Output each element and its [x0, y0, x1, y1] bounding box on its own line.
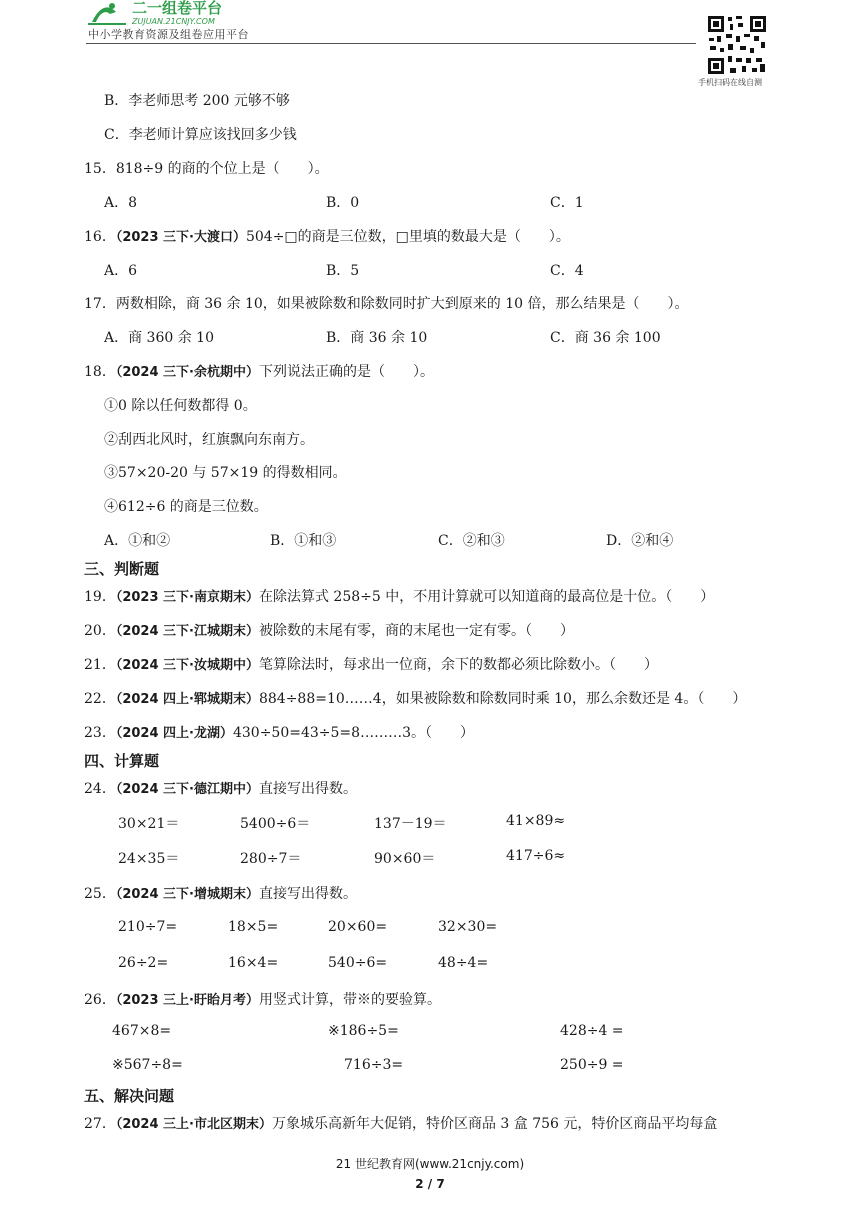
q25-stem: 25．（2024 三下·增城期末）直接写出得数。: [84, 886, 357, 902]
q25-item: 26÷2=: [118, 955, 169, 971]
qr-code-icon: [706, 14, 768, 76]
q21-stem: 21．（2024 三下·汝城期中）笔算除法时，每求出一位商，余下的数都必须比除数小。（ ）: [84, 657, 658, 673]
q16-option-b: B．5: [326, 263, 360, 279]
q16-stem: 16．（2023 三下·大渡口）504÷□的商是三位数，□里填的数最大是（ ）。: [84, 229, 570, 245]
q25-item: 16×4=: [228, 955, 279, 971]
q17-option-c: C．商 36 余 100: [550, 330, 661, 346]
section-heading-judgment: 三、判断题: [84, 560, 160, 578]
q14-option-b: B．李老师思考 200 元够不够: [104, 93, 290, 109]
q25-item: 18×5=: [228, 919, 279, 935]
logo-text: 二一组卷平台: [132, 0, 223, 17]
q24-item: 137－19＝: [374, 816, 447, 832]
header-divider: [86, 43, 696, 44]
section-heading-calculation: 四、计算题: [84, 752, 160, 770]
q27-stem: 27．（2024 三上·市北区期末）万象城乐高新年大促销，特价区商品 3 盒 756 元，特价区商品平均每盒: [84, 1116, 718, 1132]
q26-item: 250÷9 =: [560, 1057, 624, 1073]
q24-item: 41×89≈: [506, 813, 566, 829]
q26-item: 428÷4 =: [560, 1023, 624, 1039]
platform-logo: [86, 0, 276, 26]
page-number: 2 / 7: [415, 1177, 445, 1191]
q18-statement-1: ①0 除以任何数都得 0。: [104, 398, 257, 414]
q24-item: 417÷6≈: [506, 848, 566, 864]
q24-stem: 24．（2024 三下·德江期中）直接写出得数。: [84, 781, 357, 797]
qr-caption: 手机扫码在线自测: [698, 78, 762, 87]
q19-stem: 19．（2023 三下·南京期末）在除法算式 258÷5 中，不用计算就可以知道商的最高位是十位。（ ）: [84, 589, 715, 605]
q20-stem: 20．（2024 三下·江城期末）被除数的末尾有零，商的末尾也一定有零。（ ）: [84, 623, 574, 639]
q25-item: 48÷4=: [438, 955, 489, 971]
q26-stem: 26．（2023 三上·盱眙月考）用竖式计算，带※的要验算。: [84, 992, 441, 1008]
q24-item: 24×35＝: [118, 851, 180, 867]
q14-option-c: C．李老师计算应该找回多少钱: [104, 127, 297, 143]
q18-statement-4: ④612÷6 的商是三位数。: [104, 499, 268, 515]
q26-item: ※567÷8=: [112, 1057, 183, 1073]
q18-option-c: C．②和③: [438, 533, 505, 549]
q25-item: 20×60=: [328, 919, 388, 935]
q18-option-a: A．①和②: [104, 533, 171, 549]
q15-option-b: B．0: [326, 195, 360, 211]
q17-option-b: B．商 36 余 10: [326, 330, 428, 346]
q26-item: 467×8=: [112, 1023, 172, 1039]
footer-site: 21 世纪教育网(www.21cnjy.com): [335, 1157, 525, 1171]
q17-option-a: A．商 360 余 10: [104, 330, 214, 346]
q15-stem: 15．818÷9 的商的个位上是（ ）。: [84, 161, 329, 177]
q25-item: 210÷7=: [118, 919, 178, 935]
q15-option-a: A．8: [104, 195, 138, 211]
q15-option-c: C．1: [550, 195, 584, 211]
q25-item: 32×30=: [438, 919, 498, 935]
q24-item: 30×21＝: [118, 816, 180, 832]
q17-stem: 17．两数相除，商 36 余 10，如果被除数和除数同时扩大到原来的 10 倍，那么结果是（ ）。: [84, 296, 689, 312]
q18-option-b: B．①和③: [270, 533, 337, 549]
q16-option-a: A．6: [104, 263, 138, 279]
logo-url: ZUJUAN.21CNJY.COM: [132, 17, 215, 26]
q25-item: 540÷6=: [328, 955, 388, 971]
q24-item: 280÷7＝: [240, 851, 302, 867]
section-heading-problem-solving: 五、解决问题: [84, 1087, 175, 1105]
q26-item: ※186÷5=: [328, 1023, 399, 1039]
header-subtitle: 中小学教育资源及组卷应用平台: [88, 28, 249, 41]
q18-stem: 18．（2024 三下·余杭期中）下列说法正确的是（ ）。: [84, 364, 434, 380]
q18-statement-3: ③57×20-20 与 57×19 的得数相同。: [104, 465, 347, 481]
q23-stem: 23．（2024 四上·龙湖）430÷50=43÷5=8………3。（ ）: [84, 725, 474, 741]
q18-statement-2: ②刮西北风时，红旗飘向东南方。: [104, 432, 314, 448]
q22-stem: 22．（2024 四上·郓城期末）884÷88=10……4，如果被除数和除数同时乘 10，那么余数还是 4。（ ）: [84, 691, 747, 707]
q24-item: 90×60＝: [374, 851, 436, 867]
q24-item: 5400÷6＝: [240, 816, 311, 832]
q16-option-c: C．4: [550, 263, 584, 279]
q26-item: 716÷3=: [344, 1057, 404, 1073]
q18-option-d: D．②和④: [606, 533, 674, 549]
